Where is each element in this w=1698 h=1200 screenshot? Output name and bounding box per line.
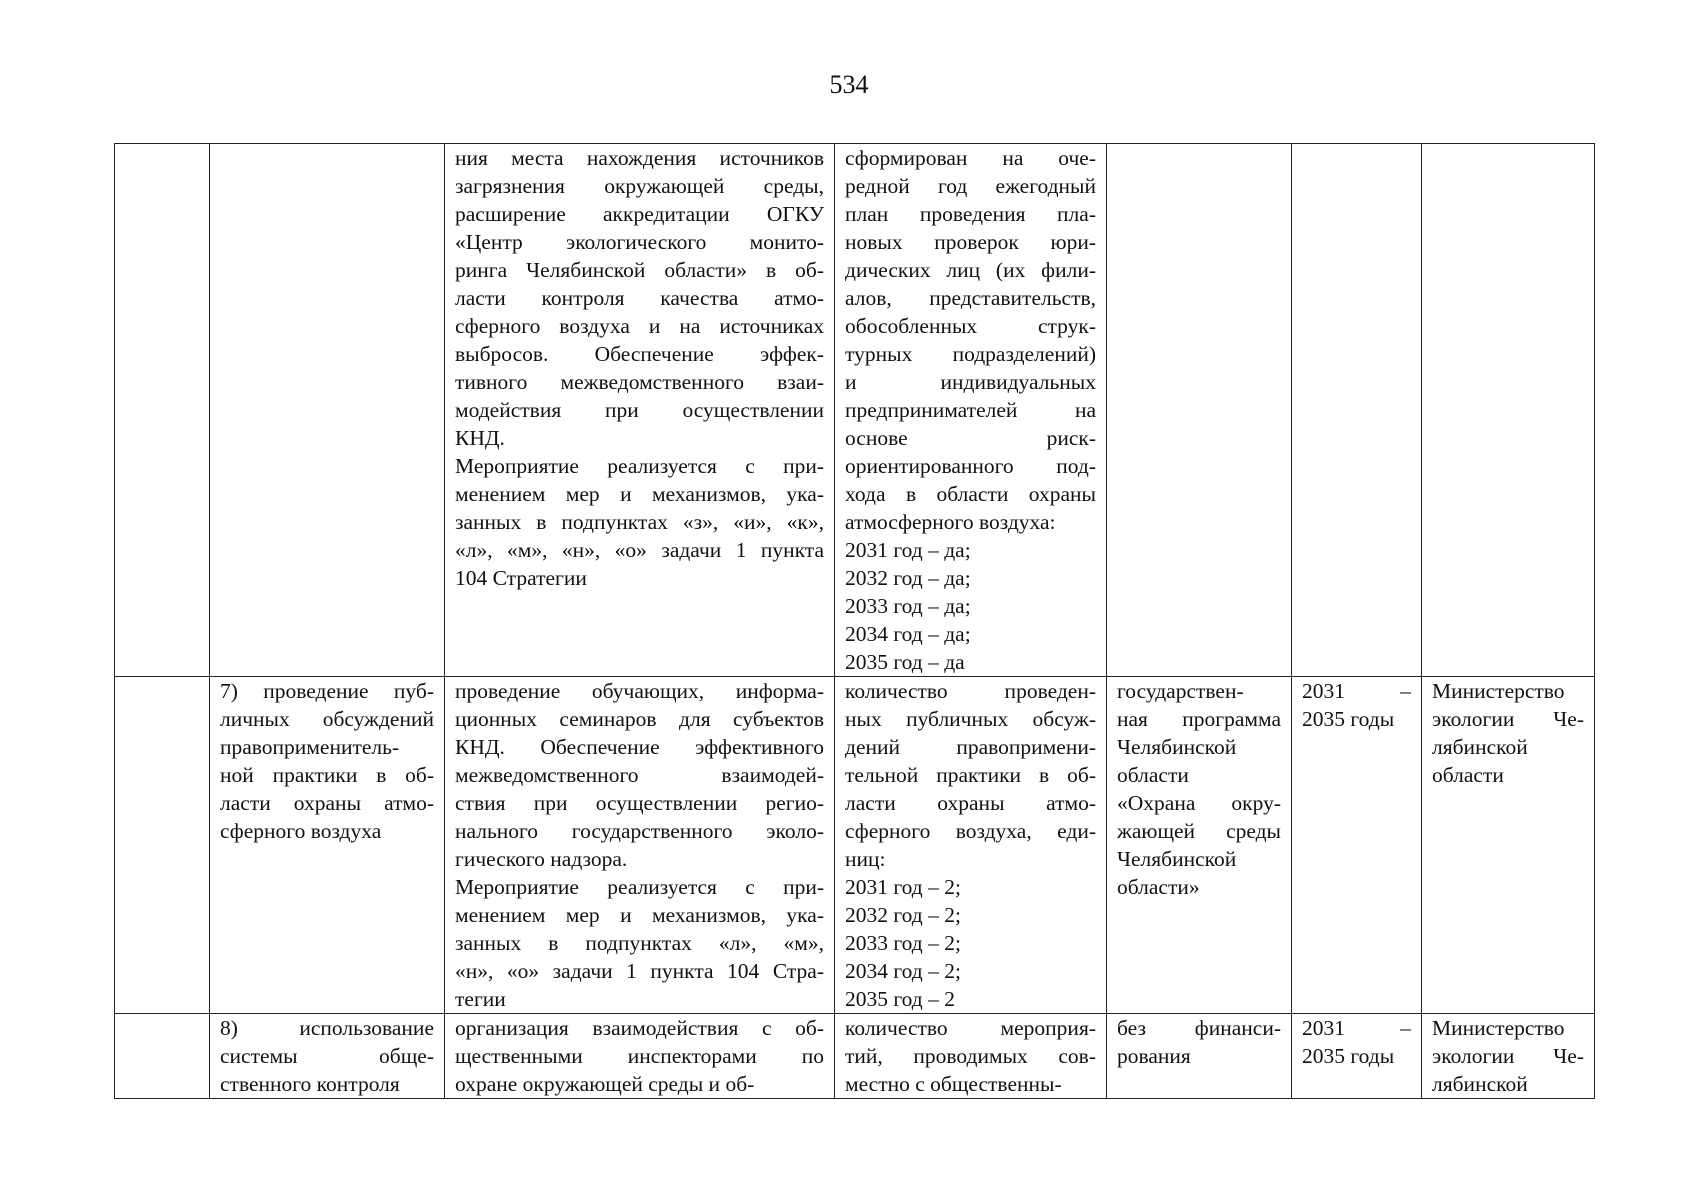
text-line: тегии	[455, 987, 506, 1011]
activity-cell	[445, 1014, 835, 1099]
text-line: нального государственного эколо-	[455, 819, 824, 843]
text-line: тий, проводимых сов-	[845, 1044, 1096, 1068]
text-line: ных публичных обсуж-	[845, 707, 1096, 731]
text-line: области»	[1117, 875, 1200, 899]
text-line: охране окружающей среды и об-	[455, 1072, 755, 1096]
text-line: лябинской	[1432, 735, 1528, 759]
text-line: 2034 год – 2;	[845, 959, 961, 983]
responsible-cell	[1422, 1014, 1595, 1099]
text-line: 2035 годы	[1302, 1044, 1395, 1068]
table-body	[115, 144, 1595, 1099]
text-line: алов, представительств,	[845, 286, 1096, 310]
text-line: количество проведен-	[845, 679, 1096, 703]
measures-table	[114, 143, 1595, 1099]
text-line: тельной практики в об-	[845, 763, 1096, 787]
text-line: ринга Челябинской области» в об-	[455, 258, 824, 282]
text-line: экологии Че-	[1432, 707, 1584, 731]
text-line: ниц:	[845, 847, 886, 871]
text-line: 2033 год – да;	[845, 594, 971, 618]
text-line: 104 Стратегии	[455, 566, 587, 590]
table-row	[115, 1014, 1595, 1099]
text-line: редной год ежегодный	[845, 174, 1096, 198]
text-line: 7) проведение пуб-	[220, 679, 434, 703]
indicator-cell	[835, 144, 1107, 677]
text-line: лябинской	[1432, 1072, 1528, 1096]
text-line: ствия при осуществлении регио-	[455, 791, 824, 815]
text-line: КНД. Обеспечение эффективного	[455, 735, 824, 759]
text-line: «л», «м», «н», «о» задачи 1 пункта	[455, 538, 824, 562]
text-line: атмосферного воздуха:	[845, 510, 1056, 534]
text-line: менением мер и механизмов, ука-	[455, 482, 824, 506]
text-line: ориентированного под-	[845, 454, 1096, 478]
page-number: 534	[829, 70, 869, 99]
responsible-cell	[1422, 677, 1595, 1014]
text-line: 2035 годы	[1302, 707, 1395, 731]
activity-cell	[445, 677, 835, 1014]
text-line: 2031 год – да;	[845, 538, 971, 562]
period-cell	[1292, 1014, 1422, 1099]
text-line: предпринимателей на	[845, 398, 1096, 422]
text-line: занных в подпунктах «з», «и», «к»,	[455, 510, 824, 534]
table-row	[115, 144, 1595, 677]
text-line: хода в области охраны	[845, 482, 1096, 506]
text-line: дических лиц (их фили-	[845, 258, 1096, 282]
text-line: сферного воздуха, еди-	[845, 819, 1096, 843]
number-cell	[115, 1014, 210, 1099]
responsible-cell	[1422, 144, 1595, 677]
indicator-cell	[835, 677, 1107, 1014]
number-cell	[115, 677, 210, 1014]
task-cell	[210, 677, 445, 1014]
text-line: 2033 год – 2;	[845, 931, 961, 955]
text-line: ная программа	[1117, 707, 1281, 731]
text-line: «н», «о» задачи 1 пункта 104 Стра-	[455, 959, 824, 983]
text-line: 2031 –	[1302, 679, 1411, 703]
text-line: КНД.	[455, 426, 505, 450]
task-cell	[210, 1014, 445, 1099]
text-line: экологии Че-	[1432, 1044, 1584, 1068]
text-line: Челябинской	[1117, 735, 1237, 759]
text-line: 2031 год – 2;	[845, 875, 961, 899]
table-row	[115, 677, 1595, 1014]
text-line: Мероприятие реализуется с при-	[455, 875, 824, 899]
text-line: количество мероприя-	[845, 1016, 1096, 1040]
period-cell	[1292, 677, 1422, 1014]
text-line: Челябинской	[1117, 847, 1237, 871]
text-line: рования	[1117, 1044, 1191, 1068]
text-line: без финанси-	[1117, 1016, 1281, 1040]
text-line: жающей среды	[1117, 819, 1281, 843]
text-line: модействия при осуществлении	[455, 398, 824, 422]
text-line: ционных семинаров для субъектов	[455, 707, 824, 731]
text-line: план проведения пла-	[845, 202, 1096, 226]
text-line: турных подразделений)	[845, 342, 1096, 366]
text-line: менением мер и механизмов, ука-	[455, 903, 824, 927]
text-line: 2032 год – 2;	[845, 903, 961, 927]
text-line: Министерство	[1432, 679, 1565, 703]
text-line: новых проверок юри-	[845, 230, 1096, 254]
text-line: «Охрана окру-	[1117, 791, 1281, 815]
text-line: Мероприятие реализуется с при-	[455, 454, 824, 478]
text-line: личных обсуждений	[220, 707, 434, 731]
text-line: основе риск-	[845, 426, 1096, 450]
text-line: и индивидуальных	[845, 370, 1096, 394]
text-line: дений правопримени-	[845, 735, 1096, 759]
text-line: 2034 год – да;	[845, 622, 971, 646]
period-cell	[1292, 144, 1422, 677]
funding-cell	[1107, 677, 1292, 1014]
text-line: местно с общественны-	[845, 1072, 1062, 1096]
text-line: области	[1432, 763, 1504, 787]
text-line: Министерство	[1432, 1016, 1565, 1040]
text-line: щественными инспекторами по	[455, 1044, 824, 1068]
text-line: межведомственного взаимодей-	[455, 763, 824, 787]
text-line: расширение аккредитации ОГКУ	[455, 202, 824, 226]
text-line: обособленных струк-	[845, 314, 1096, 338]
text-line: 2035 год – да	[845, 650, 965, 674]
text-line: ной практики в об-	[220, 763, 434, 787]
text-line: 8) использование	[220, 1016, 434, 1040]
text-line: «Центр экологического монито-	[455, 230, 824, 254]
text-line: гического надзора.	[455, 847, 628, 871]
text-line: 2032 год – да;	[845, 566, 971, 590]
text-line: ственного контроля	[220, 1072, 400, 1096]
text-line: занных в подпунктах «л», «м»,	[455, 931, 824, 955]
text-line: ласти охраны атмо-	[845, 791, 1096, 815]
funding-cell	[1107, 144, 1292, 677]
text-line: ния места нахождения источников	[455, 146, 824, 170]
text-line: организация взаимодействия с об-	[455, 1016, 824, 1040]
text-line: сферного воздуха и на источниках	[455, 314, 824, 338]
text-line: области	[1117, 763, 1189, 787]
text-line: правоприменитель-	[220, 735, 400, 759]
text-line: тивного межведомственного взаи-	[455, 370, 824, 394]
text-line: сформирован на оче-	[845, 146, 1096, 170]
text-line: ласти охраны атмо-	[220, 791, 434, 815]
text-line: загрязнения окружающей среды,	[455, 174, 824, 198]
text-line: системы обще-	[220, 1044, 434, 1068]
text-line: ласти контроля качества атмо-	[455, 286, 824, 310]
text-line: выбросов. Обеспечение эффек-	[455, 342, 824, 366]
task-cell	[210, 144, 445, 677]
text-line: проведение обучающих, информа-	[455, 679, 824, 703]
text-line: 2035 год – 2	[845, 987, 955, 1011]
text-line: сферного воздуха	[220, 819, 382, 843]
activity-cell	[445, 144, 835, 677]
indicator-cell	[835, 1014, 1107, 1099]
text-line: государствен-	[1117, 679, 1244, 703]
funding-cell	[1107, 1014, 1292, 1099]
number-cell	[115, 144, 210, 677]
text-line: 2031 –	[1302, 1016, 1411, 1040]
